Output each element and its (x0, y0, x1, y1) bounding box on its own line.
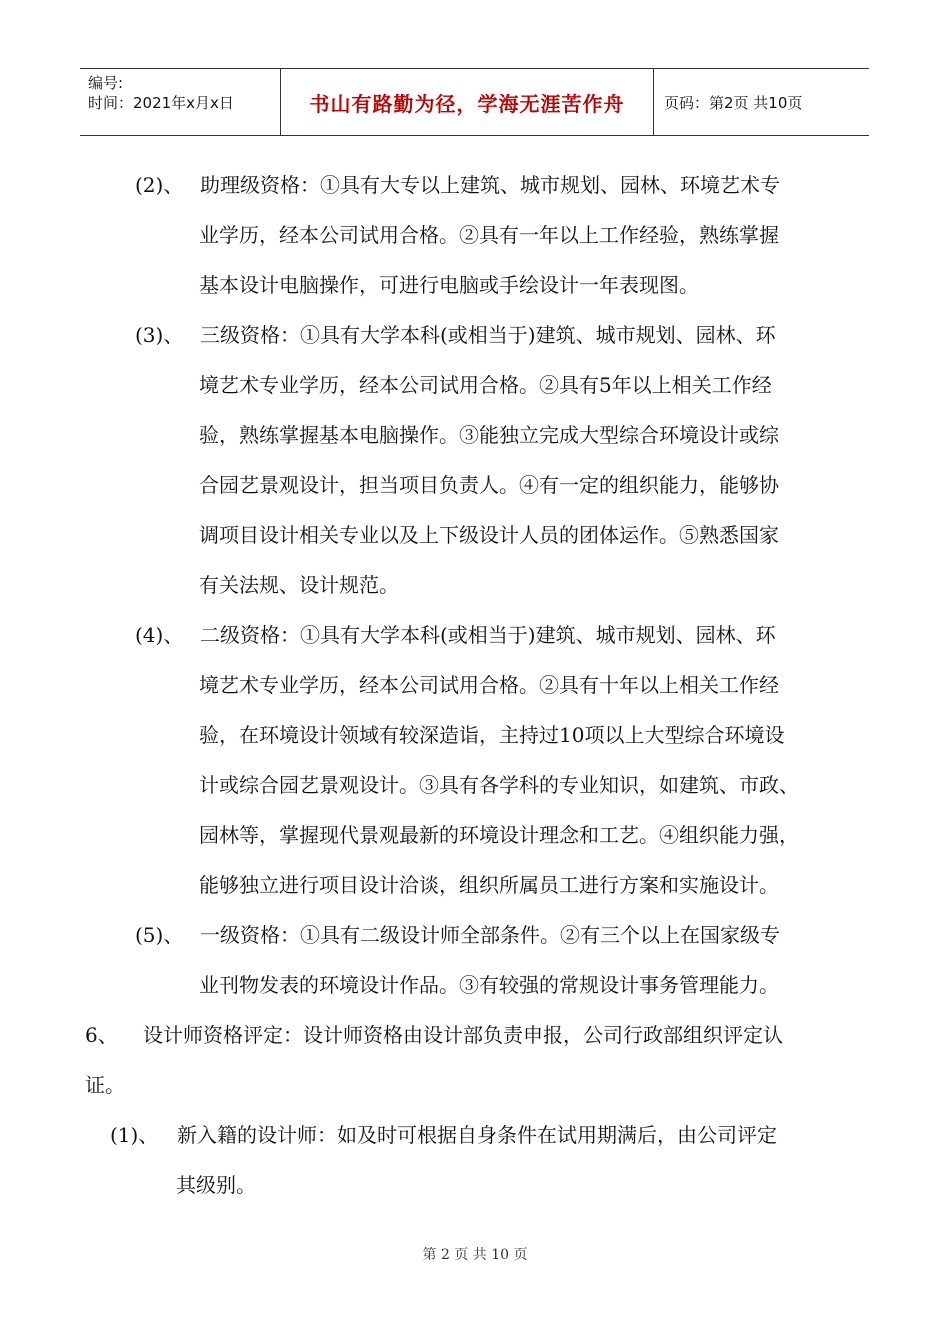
document-body (0, 160, 950, 1210)
text-line: 能够独立进行项目设计洽谈，组织所属员工进行方案和实施设计。 (199, 873, 779, 897)
list-item (0, 160, 950, 310)
header-motto: 书山有路勤为径，学海无涯苦作舟 (309, 91, 625, 116)
section-number: 6、 (85, 1023, 118, 1047)
text-line: 业学历，经本公司试用合格。②具有一年以上工作经验，熟练掌握 (199, 223, 779, 247)
text-line: 设计师资格评定：设计师资格由设计部负责申报，公司行政部组织评定认 (143, 1023, 783, 1047)
text-line: 计或综合园艺景观设计。③具有各学科的专业知识，如建筑、市政、 (199, 773, 799, 797)
doc-date-label: 时间：2021年x月x日 (88, 94, 234, 112)
item-number: (2)、 (135, 173, 184, 197)
text-line: 合园艺景观设计，担当项目负责人。④有一定的组织能力，能够协 (199, 473, 779, 497)
text-line: 园林等，掌握现代景观最新的环境设计理念和工艺。④组织能力强， (199, 823, 799, 847)
doc-code-label: 编号: (88, 74, 124, 92)
page-footer: 第 2 页 共 10 页 (422, 1247, 528, 1263)
list-item (0, 910, 950, 1010)
text-line: 调项目设计相关专业以及上下级设计人员的团体运作。⑤熟悉国家 (199, 523, 779, 547)
list-item (0, 610, 950, 910)
item-number: (3)、 (135, 323, 184, 347)
section-item (0, 1010, 950, 1110)
header-meta (80, 69, 281, 135)
text-line: 验，在环境设计领域有较深造诣，主持过10项以上大型综合环境设 (199, 723, 785, 747)
text-line: 业刊物发表的环境设计作品。③有较强的常规设计事务管理能力。 (199, 973, 779, 997)
text-line: 一级资格：①具有二级设计师全部条件。②有三个以上在国家级专 (200, 923, 780, 947)
text-line: 二级资格：①具有大学本科(或相当于)建筑、城市规划、园林、环 (200, 623, 776, 647)
text-line: 境艺术专业学历，经本公司试用合格。②具有5年以上相关工作经 (199, 373, 772, 397)
header-page-info: 页码：第2页 共10页 (664, 93, 803, 112)
text-line: 验，熟练掌握基本电脑操作。③能独立完成大型综合环境设计或综 (199, 423, 779, 447)
text-line: 境艺术专业学历，经本公司试用合格。②具有十年以上相关工作经 (199, 673, 779, 697)
text-line: 基本设计电脑操作，可进行电脑或手绘设计一年表现图。 (199, 273, 699, 297)
text-line: 证。 (85, 1073, 125, 1097)
item-number: (1)、 (110, 1123, 159, 1147)
text-line: 助理级资格：①具有大专以上建筑、城市规划、园林、环境艺术专 (200, 173, 780, 197)
text-line: 新入籍的设计师：如及时可根据自身条件在试用期满后，由公司评定 (177, 1123, 777, 1147)
list-item (0, 1110, 950, 1210)
header-motto-cell (281, 69, 654, 135)
item-number: (5)、 (135, 923, 184, 947)
item-number: (4)、 (135, 623, 184, 647)
list-item (0, 310, 950, 610)
text-line: 其级别。 (176, 1173, 256, 1197)
text-line: 三级资格：①具有大学本科(或相当于)建筑、城市规划、园林、环 (200, 323, 776, 347)
page-header (80, 68, 869, 136)
text-line: 有关法规、设计规范。 (199, 573, 399, 597)
